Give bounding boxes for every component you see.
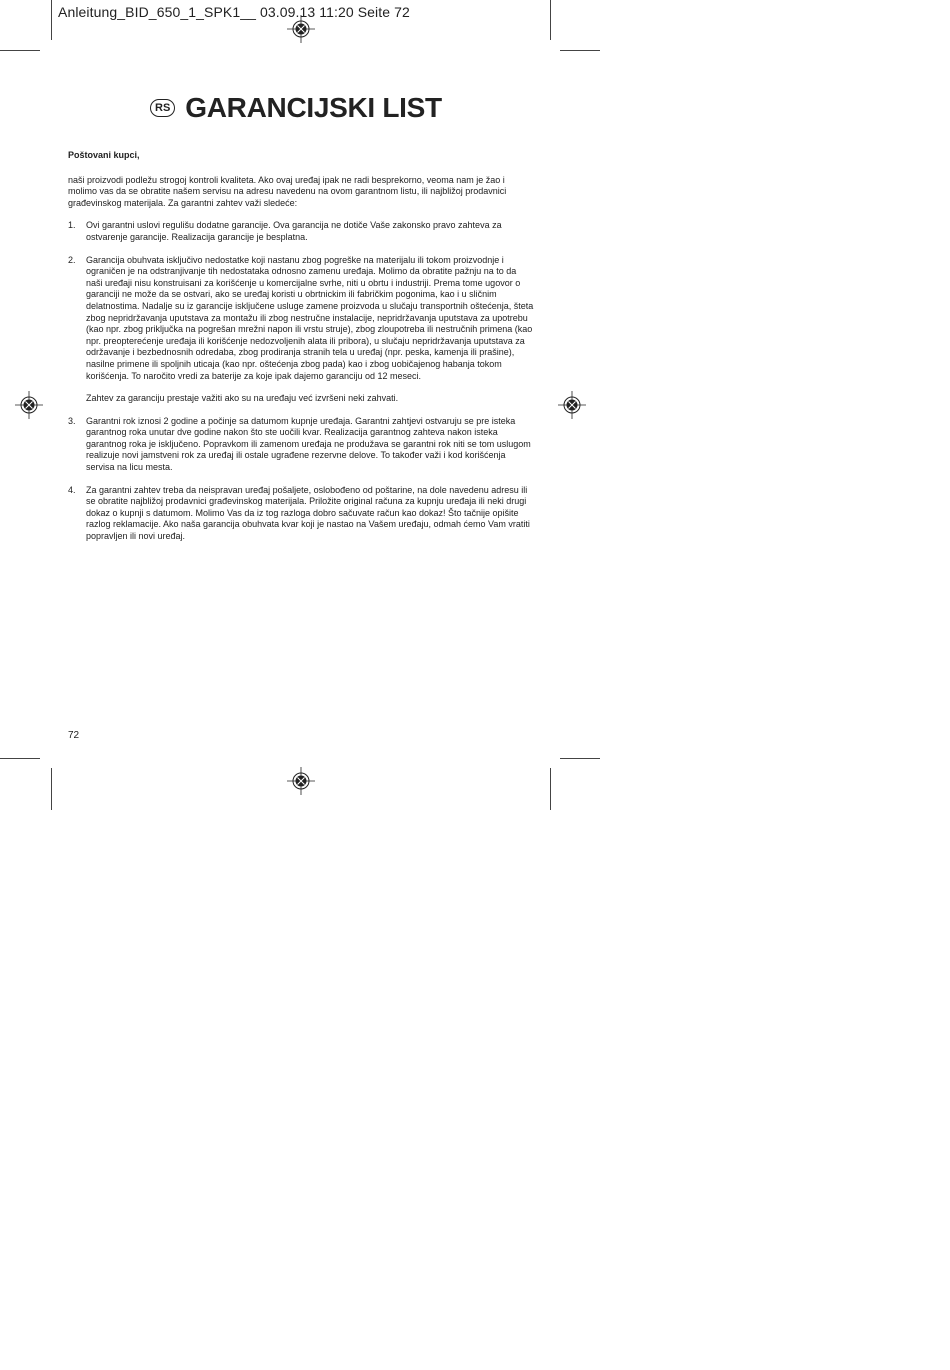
list-item: [68, 416, 534, 474]
language-badge: RS: [150, 99, 175, 117]
crop-mark: [550, 768, 551, 810]
item-number: 1.: [68, 220, 76, 231]
page-title: GARANCIJSKI LIST: [185, 92, 442, 123]
crop-mark: [51, 768, 52, 810]
crop-mark: [550, 0, 551, 40]
print-slug: Anleitung_BID_650_1_SPK1__ 03.09.13 11:20 Seite 72: [58, 4, 410, 20]
crop-mark: [0, 758, 40, 759]
list-item: [68, 485, 534, 543]
document-body: [68, 150, 534, 554]
item-paragraph: Zahtev za garanciju prestaje važiti ako su na uređaju već izvršeni neki zahvati.: [86, 393, 399, 404]
item-text: [86, 416, 534, 474]
item-text: [86, 255, 534, 405]
list-item: [68, 255, 534, 405]
greeting: Poštovani kupci,: [68, 150, 140, 160]
crop-mark: [0, 50, 40, 51]
intro-paragraph: naši proizvodi podležu strogoj kontroli kvaliteta. Ako ovaj uređaj ipak ne radi besprekorno, veoma nam je žao i molimo vas da se obratite našem servisu na adresu navedenu na ovom garantnom listu, ili najbližoj prodavnici građevinskog materijala. Za garantni zahtev važi sledeće:: [68, 174, 507, 208]
item-paragraph: Ovi garantni uslovi regulišu dodatne garancije. Ova garancija ne dotiče Vaše zakonsko pravo zahteva za ostvarenje garancije. Realizacija garancije je besplatna.: [86, 220, 502, 242]
item-number: 3.: [68, 415, 76, 426]
item-number: 2.: [68, 254, 76, 265]
item-paragraph: Garancija obuhvata isključivo nedostatke koji nastanu zbog pogreške na materijalu ili tokom proizvodnje i ograničen je na odstranjivanje tih nedostataka odnosno zamenu uređaja. Molimo da obratite pažnju na to da naši uređaji nisu konstruisani za korišćenje u komercijalne svrhe, niti u obrtu i industriji. Prema tome ugovor o garanciji ne može da se ostvari, ako se uređaj koristi u obrtnickim ili fabričkim pogonima, kao i u sličnim delatnostima. Nadalje su iz garancije isključene usluge zamene proizvoda u slučaju transportnih oštećenja, šteta zbog nepridržavanja uputstava za montažu ili zbog nestručne instalacije, nepridržavanja uputstava za upotrebu (kao npr. zbog priključka na pogrešan mrežni napon ili vrstu struje), zbog zloupotreba ili nestručnih primena (kao npr. preopterećenje uređaja ili korišćenje nedozvoljenih alata ili pribora), u slučaju nepridržavanja uputstava za održavanje i bezbednosnih odredaba, zbog prodiranja stranih tela u uređaj (npr. peska, kamenja ili prašine), nasilne primene ili spoljnih uticaja (kao npr. oštećenja zbog pada) kao i zbog uobičajenog habanja tokom korišćenja. To naročito vredi za baterije za koje ipak dajemo garanciju od 12 meseci.: [86, 254, 534, 381]
registration-mark-icon: [287, 15, 315, 43]
registration-mark-icon: [558, 391, 586, 419]
page-number: 72: [68, 730, 80, 741]
registration-mark-icon: [287, 767, 315, 795]
item-text: [86, 485, 534, 543]
registration-mark-icon: [15, 391, 43, 419]
item-number: 4.: [68, 484, 76, 495]
item-paragraph: Za garantni zahtev treba da neispravan uređaj pošaljete, oslobođeno od poštarine, na dole navedenu adresu ili se obratite najbližoj prodavnici građevinskog materijala. Priložite original računa za kupnju uređaja ili neki drugi dokaz o kupnji s datumom. Molimo Vas da iz tog razloga dobro sačuvate račun kao dokaz! Što tačnije opišite razlog reklamacije. Ako naša garancija obuhvata kvar koji je nastao na Vašem uređaju, odmah ćemo Vam vratiti popravljen ili novi uređaj.: [86, 484, 530, 542]
crop-mark: [560, 50, 600, 51]
crop-mark: [51, 0, 52, 40]
title-row: [150, 92, 442, 124]
list-item: [68, 220, 534, 243]
crop-mark: [560, 758, 600, 759]
item-paragraph: Garantni rok iznosi 2 godine a počinje sa datumom kupnje uređaja. Garantni zahtjevi ostvaruju se pre isteka garantnog roka unutar dve godine nakon što ste uočili kvar. Realizacija garantnog zahteva nakon isteka garantnog roka je isključeno. Popravkom ili zamenom uređaja ne produžava se garantni rok niti se tom uslugom realizuje novi jamstveni rok za uređaj ili ostale ugrađene rezervne delove. To također važi i kod korišćenja servisa na licu mesta.: [86, 415, 531, 473]
item-text: [86, 220, 534, 243]
